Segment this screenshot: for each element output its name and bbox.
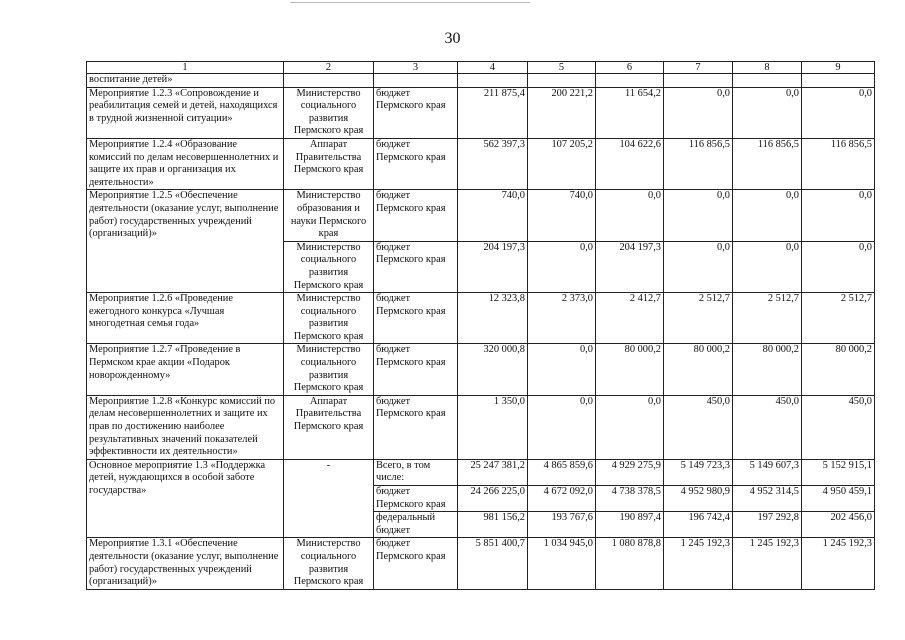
- amount-cell: 25 247 381,2: [458, 459, 528, 485]
- amount-cell: 200 221,2: [528, 87, 596, 138]
- amount-cell: 1 245 192,3: [664, 538, 733, 589]
- amount-cell: 80 000,2: [733, 344, 802, 395]
- amount-cell: 1 245 192,3: [733, 538, 802, 589]
- amount-cell: 981 156,2: [458, 512, 528, 538]
- funding-source: бюджет Пермского края: [374, 190, 458, 241]
- executor: Министерство социального развития Пермского края: [284, 241, 374, 292]
- amount-cell: 562 397,3: [458, 138, 528, 189]
- amount-cell: 2 512,7: [733, 293, 802, 344]
- amount-cell: 0,0: [802, 241, 875, 292]
- amount-cell: 740,0: [528, 190, 596, 241]
- executor: Аппарат Правительства Пермского края: [284, 138, 374, 189]
- amount-cell: 116 856,5: [733, 138, 802, 189]
- amount-cell: 0,0: [733, 87, 802, 138]
- amount-cell: 0,0: [733, 190, 802, 241]
- amount-cell: 0,0: [528, 344, 596, 395]
- amount-cell: 0,0: [528, 395, 596, 459]
- executor: -: [284, 459, 374, 538]
- col-header: 2: [284, 62, 374, 74]
- amount-cell: 0,0: [596, 190, 664, 241]
- amount-cell: 204 197,3: [596, 241, 664, 292]
- amount-cell: 0,0: [664, 190, 733, 241]
- col-header: 5: [528, 62, 596, 74]
- amount-cell: 4 952 980,9: [664, 486, 733, 512]
- amount-cell: 104 622,6: [596, 138, 664, 189]
- activity-name: Основное мероприятие 1.3 «Поддержка детей, нуждающихся в особой заботе государства»: [87, 459, 284, 538]
- col-header: 9: [802, 62, 875, 74]
- funding-source: бюджет Пермского края: [374, 87, 458, 138]
- col-header: 8: [733, 62, 802, 74]
- table-row: [87, 538, 875, 589]
- amount-cell: 0,0: [664, 241, 733, 292]
- amount-cell: 11 654,2: [596, 87, 664, 138]
- activity-name: Мероприятие 1.2.6 «Проведение ежегодного конкурса «Лучшая многодетная семья года»: [87, 293, 284, 344]
- amount-cell: 5 149 607,3: [733, 459, 802, 485]
- amount-cell: 450,0: [733, 395, 802, 459]
- amount-cell: 0,0: [596, 395, 664, 459]
- col-header: 4: [458, 62, 528, 74]
- amount-cell: 197 292,8: [733, 512, 802, 538]
- funding-source: бюджет Пермского края: [374, 538, 458, 589]
- executor: Министерство образования и науки Пермского края: [284, 190, 374, 241]
- amount-cell: 2 412,7: [596, 293, 664, 344]
- amount-cell: 0,0: [733, 241, 802, 292]
- col-header: 6: [596, 62, 664, 74]
- amount-cell: 0,0: [802, 87, 875, 138]
- amount-cell: 740,0: [458, 190, 528, 241]
- activity-name: Мероприятие 1.2.7 «Проведение в Пермском крае акции «Подарок новорожденному»: [87, 344, 284, 395]
- amount-cell: 2 512,7: [802, 293, 875, 344]
- col-header: 1: [87, 62, 284, 74]
- table-row: [87, 293, 875, 344]
- executor: Аппарат Правительства Пермского края: [284, 395, 374, 459]
- amount-cell: 12 323,8: [458, 293, 528, 344]
- page-number: 30: [444, 30, 461, 47]
- table-row: [87, 138, 875, 189]
- activity-name: Мероприятие 1.2.4 «Образование комиссий по делам несовершеннолетних и защите их прав и организация их деятельности»: [87, 138, 284, 189]
- amount-cell: 211 875,4: [458, 87, 528, 138]
- amount-cell: 4 952 314,5: [733, 486, 802, 512]
- amount-cell: 193 767,6: [528, 512, 596, 538]
- amount-cell: 1 034 945,0: [528, 538, 596, 589]
- table-row: [87, 459, 875, 485]
- scan-edge-line: [290, 2, 530, 3]
- funding-source: бюджет Пермского края: [374, 241, 458, 292]
- activity-name: Мероприятие 1.2.8 «Конкурс комиссий по делам несовершеннолетних и защите их прав по достижению наиболее результативных значений показателей эффективности их деятельности»: [87, 395, 284, 459]
- amount-cell: 5 152 915,1: [802, 459, 875, 485]
- amount-cell: 80 000,2: [802, 344, 875, 395]
- amount-cell: 0,0: [528, 241, 596, 292]
- amount-cell: 116 856,5: [802, 138, 875, 189]
- amount-cell: 4 865 859,6: [528, 459, 596, 485]
- amount-cell: 80 000,2: [664, 344, 733, 395]
- amount-cell: 190 897,4: [596, 512, 664, 538]
- amount-cell: 2 512,7: [664, 293, 733, 344]
- funding-source: бюджет Пермского края: [374, 486, 458, 512]
- funding-source: бюджет Пермского края: [374, 395, 458, 459]
- funding-source: бюджет Пермского края: [374, 138, 458, 189]
- amount-cell: 5 851 400,7: [458, 538, 528, 589]
- table-row: [87, 344, 875, 395]
- funding-source: Всего, в том числе:: [374, 459, 458, 485]
- column-number-row: [87, 62, 875, 74]
- executor: Министерство социального развития Пермского края: [284, 87, 374, 138]
- col-header: 7: [664, 62, 733, 74]
- activity-name: Мероприятие 1.3.1 «Обеспечение деятельности (оказание услуг, выполнение работ) государственных учреждений (организаций)»: [87, 538, 284, 589]
- table-row: [87, 395, 875, 459]
- amount-cell: 107 205,2: [528, 138, 596, 189]
- amount-cell: 1 080 878,8: [596, 538, 664, 589]
- amount-cell: 4 950 459,1: [802, 486, 875, 512]
- amount-cell: 202 456,0: [802, 512, 875, 538]
- funding-source: бюджет Пермского края: [374, 293, 458, 344]
- funding-source: бюджет Пермского края: [374, 344, 458, 395]
- amount-cell: 0,0: [664, 87, 733, 138]
- amount-cell: 24 266 225,0: [458, 486, 528, 512]
- amount-cell: 4 738 378,5: [596, 486, 664, 512]
- amount-cell: 196 742,4: [664, 512, 733, 538]
- amount-cell: 4 672 092,0: [528, 486, 596, 512]
- amount-cell: 1 350,0: [458, 395, 528, 459]
- executor: Министерство социального развития Пермского края: [284, 344, 374, 395]
- table-row: [87, 74, 875, 88]
- table-row: [87, 190, 875, 241]
- col-header: 3: [374, 62, 458, 74]
- executor: Министерство социального развития Пермского края: [284, 293, 374, 344]
- activity-name: воспитание детей»: [87, 74, 284, 88]
- amount-cell: 116 856,5: [664, 138, 733, 189]
- amount-cell: 4 929 275,9: [596, 459, 664, 485]
- activity-name: Мероприятие 1.2.5 «Обеспечение деятельности (оказание услуг, выполнение работ) государственных учреждений (организаций)»: [87, 190, 284, 293]
- amount-cell: 1 245 192,3: [802, 538, 875, 589]
- amount-cell: 5 149 723,3: [664, 459, 733, 485]
- funding-source: федеральный бюджет: [374, 512, 458, 538]
- amount-cell: 80 000,2: [596, 344, 664, 395]
- amount-cell: 2 373,0: [528, 293, 596, 344]
- amount-cell: 450,0: [664, 395, 733, 459]
- amount-cell: 204 197,3: [458, 241, 528, 292]
- budget-table: [86, 61, 875, 590]
- amount-cell: 320 000,8: [458, 344, 528, 395]
- activity-name: Мероприятие 1.2.3 «Сопровождение и реабилитация семей и детей, находящихся в трудной жизненной ситуации»: [87, 87, 284, 138]
- executor: Министерство социального развития Пермского края: [284, 538, 374, 589]
- table-row: [87, 87, 875, 138]
- amount-cell: 450,0: [802, 395, 875, 459]
- amount-cell: 0,0: [802, 190, 875, 241]
